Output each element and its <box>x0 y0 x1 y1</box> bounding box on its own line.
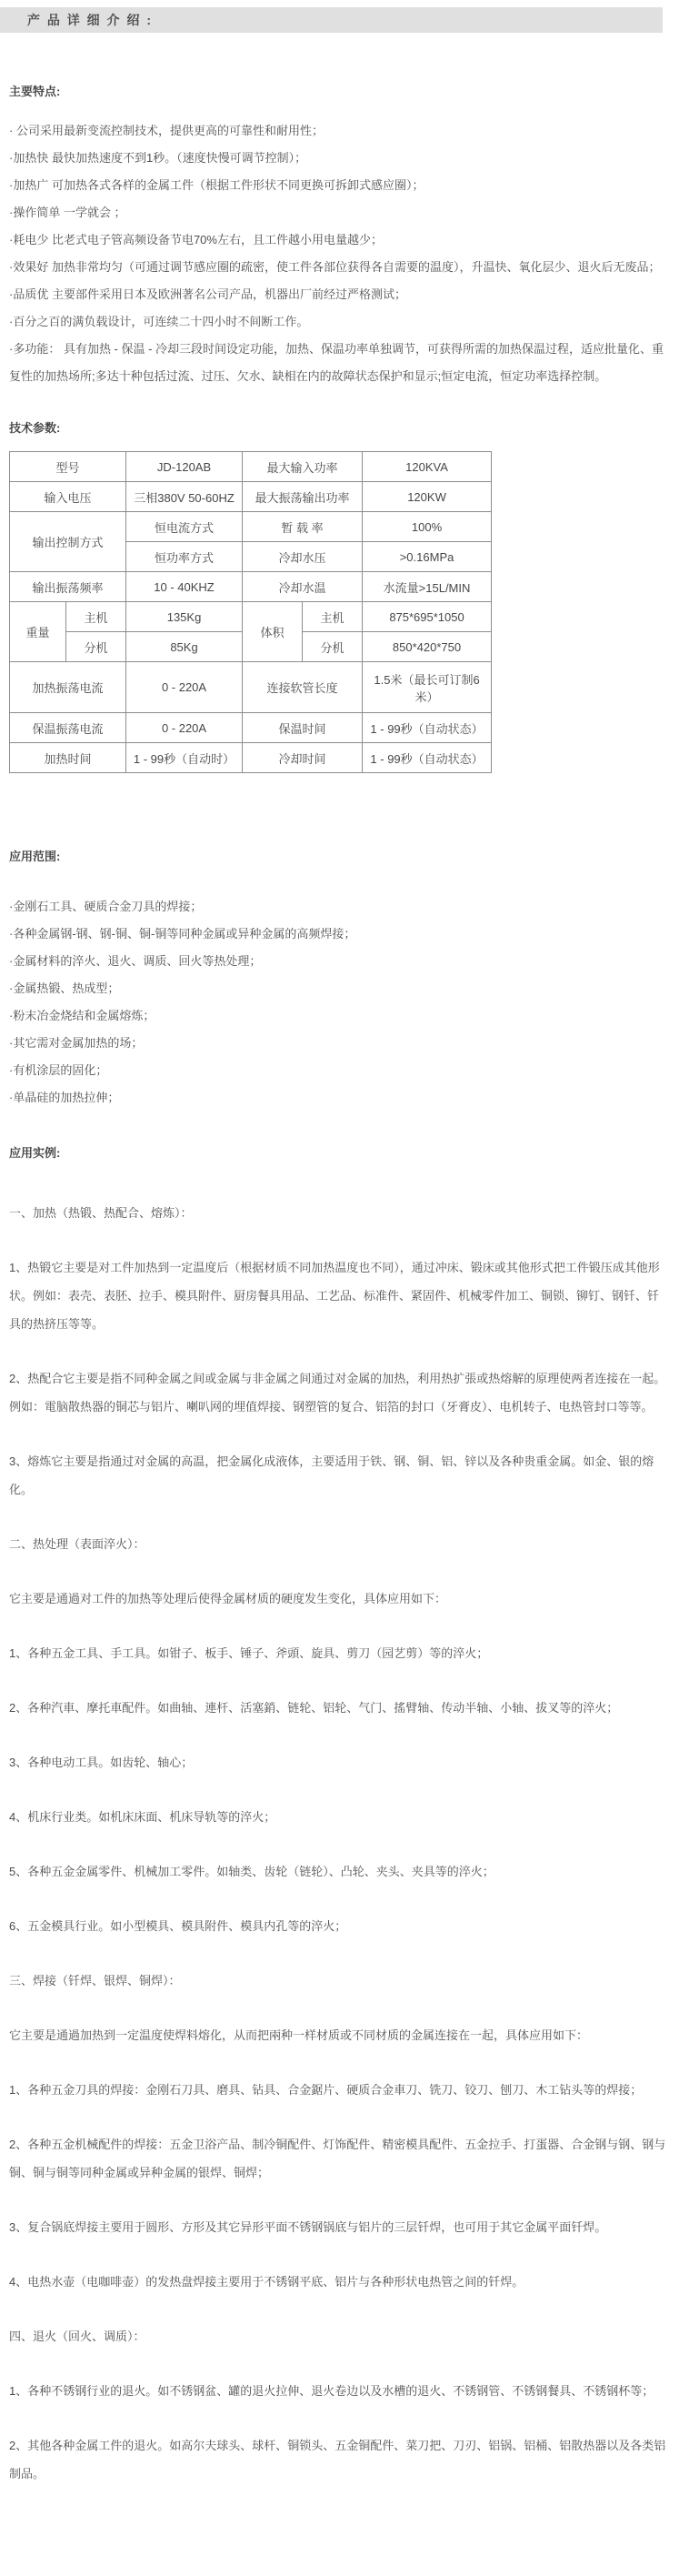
spec-sublabel: 分机 <box>303 632 363 662</box>
scope-item: ·金属材料的淬火、退火、调质、回火等热处理； <box>9 954 262 968</box>
example-paragraph: 2、其他各种金属工件的退火。如高尔夫球头、球杆、铜锁头、五金铜配件、菜刀把、刀刃、铝锅、铝桶、铝散热器以及各类铝制品。 <box>9 2439 666 2480</box>
spec-value: 水流量>15L/MIN <box>363 572 492 602</box>
spec-label: 体积 <box>243 602 303 662</box>
scope-item: ·其它需对金属加热的场； <box>9 1036 144 1050</box>
scope-item: ·粉末冶金烧结和金属熔炼； <box>9 1009 155 1022</box>
spec-value: 120KVA <box>363 452 492 482</box>
example-paragraph: 1、各种不锈钢行业的退火。如不锈钢盆、罐的退火拉伸、退火卷边以及水槽的退火、不锈钢管、不锈钢餐具、不锈钢杯等； <box>9 2384 654 2398</box>
examples-block <box>9 1199 670 2488</box>
spec-label: 冷却水温 <box>243 572 363 602</box>
specs-row <box>10 482 492 512</box>
spec-value: 120KW <box>363 482 492 512</box>
example-paragraph: 1、各种五金工具、手工具。如钳子、板手、锤子、斧頭、旋具、剪刀（园艺剪）等的淬火； <box>9 1646 489 1660</box>
feature-item: ·多功能： 具有加热 - 保温 - 冷却三段时间设定功能，加热、保温功率单独调节，可获得所需的加热保温过程，适应批量化、重复性的加热场所;多达十种包括过流、过压、欠水、缺相在内的故障状态保护和显示;恒定电流，恒定功率选择控制。 <box>9 342 664 383</box>
feature-item: ·加热广 可加热各式各样的金属工件（根据工件形状不同更换可拆卸式感应圈）； <box>9 178 424 192</box>
scope-item: ·金属热锻、热成型； <box>9 981 120 995</box>
example-paragraph: 2、热配合它主要是指不同种金属之间或金属与非金属之间通过对金属的加热，利用热扩張或热熔解的原理使两者连接在一起。例如：電脑散热器的铜芯与铝片、喇叭网的埋值焊接、钢塑管的复合、铝箔的封口（牙膏皮）、电机转子、电热管封口等等。 <box>9 1372 666 1414</box>
spec-value: 0 - 220A <box>126 662 243 713</box>
spec-label: 连接软管长度 <box>243 662 363 713</box>
spec-label: 加热时间 <box>10 743 126 773</box>
specs-table <box>9 451 492 773</box>
spec-label: 输出振荡频率 <box>10 572 126 602</box>
examples-heading: 应用实例: <box>9 1146 61 1160</box>
example-paragraph: 3、熔炼它主要是指通过对金属的高温，把金属化成液体，主要适用于铁、钢、铜、铝、锌以及各种贵重金属。如金、银的熔化。 <box>9 1454 654 1496</box>
specs-heading: 技术参数: <box>9 421 61 435</box>
spec-sublabel: 分机 <box>66 632 126 662</box>
specs-row <box>10 452 492 482</box>
feature-item: ·品质优 主要部件采用日本及欧洲著名公司产品，机器出厂前经过严格测试； <box>9 287 406 301</box>
specs-row <box>10 743 492 773</box>
scope-item: ·有机涂层的固化； <box>9 1063 108 1077</box>
spec-value: 135Kg <box>126 602 243 632</box>
spec-value: JD-120AB <box>126 452 243 482</box>
spec-label: 保温振荡电流 <box>10 713 126 743</box>
spec-label: 冷却水压 <box>243 542 363 572</box>
spec-label: 输入电压 <box>10 482 126 512</box>
feature-item: ·加热快 最快加热速度不到1秒。（速度快慢可调节控制）； <box>9 151 307 165</box>
spec-label: 加热振荡电流 <box>10 662 126 713</box>
spec-value: 1 - 99秒（自动时） <box>126 743 243 773</box>
specs-row <box>10 602 492 632</box>
example-paragraph: 一、加热（热锻、热配合、熔炼）： <box>9 1206 193 1220</box>
feature-item: ·效果好 加热非常均匀（可通过调节感应圈的疏密，使工件各部位获得各自需要的温度），升温快、氧化层少、退火后无废品； <box>9 260 661 274</box>
example-paragraph: 四、退火（回火、调质）： <box>9 2329 145 2343</box>
spec-label: 型号 <box>10 452 126 482</box>
spec-value: >0.16MPa <box>363 542 492 572</box>
spec-label: 最大振荡输出功率 <box>243 482 363 512</box>
spec-value: 三相380V 50-60HZ <box>126 482 243 512</box>
specs-row <box>10 662 492 713</box>
example-paragraph: 2、各种汽車、摩托車配件。如曲轴、連杆、活塞銷、链轮、铝轮、气门、搖臂轴、传动半轴、小轴、拔叉等的淬火； <box>9 1701 619 1715</box>
example-paragraph: 2、各种五金机械配件的焊接：五金卫浴产品、制冷铜配件、灯饰配件、精密模具配件、五金拉手、打蛋器、合金钢与钢、钢与铜、铜与铜等同种金属或异种金属的银焊、铜焊； <box>9 2138 666 2179</box>
spec-value: 恒电流方式 <box>126 512 243 542</box>
spec-label: 输出控制方式 <box>10 512 126 572</box>
feature-item: ·操作简单 一学就会 ； <box>9 206 126 219</box>
spec-label: 最大输入功率 <box>243 452 363 482</box>
example-paragraph: 它主要是通過对工件的加热等处理后使得金属材质的硬度发生变化，具体应用如下： <box>9 1592 447 1605</box>
spec-value: 850*420*750 <box>363 632 492 662</box>
spec-value: 1.5米（最长可订制6米） <box>363 662 492 713</box>
example-paragraph: 4、电热水壶（电咖啡壶）的发热盘焊接主要用于不锈钢平底、铝片与各种形状电热管之间的钎焊。 <box>9 2275 524 2289</box>
features-list <box>9 117 670 390</box>
spec-value: 1 - 99秒（自动状态） <box>363 713 492 743</box>
example-paragraph: 3、复合锅底焊接主要用于圆形、方形及其它异形平面不锈钢锅底与铝片的三层钎焊，也可用于其它金属平面钎焊。 <box>9 2220 607 2234</box>
page-content <box>0 83 679 2532</box>
spec-value: 85Kg <box>126 632 243 662</box>
feature-item: ·耗电少 比老式电子管高频设备节电70%左右，且工件越小用电量越少； <box>9 233 383 247</box>
example-paragraph: 5、各种五金金属零件、机械加工零件。如轴类、齿轮（链轮）、凸轮、夹头、夹具等的淬火； <box>9 1865 494 1878</box>
spec-label: 暂 载 率 <box>243 512 363 542</box>
specs-row <box>10 572 492 602</box>
spec-value: 100% <box>363 512 492 542</box>
scope-item: ·单晶硅的加热拉伸； <box>9 1091 120 1104</box>
example-paragraph: 1、热锻它主要是对工件加热到一定温度后（根据材质不同加热温度也不同），通过冲床、锻床或其他形式把工件锻压成其他形状。例如：表壳、表胚、拉手、模具附件、厨房餐具用品、工艺品、标准件、紧固件、机械零件加工、铜锁、铆钉、钢钎、钎具的热挤压等等。 <box>9 1261 660 1331</box>
example-paragraph: 1、各种五金刀具的焊接：金刚石刀具、磨具、钻具、合金鋸片、硬质合金車刀、铣刀、铰刀、刨刀、木工钻头等的焊接； <box>9 2083 643 2097</box>
feature-item: ·百分之百的满负载设计，可连续二十四小时不间断工作。 <box>9 315 309 328</box>
title-bar: 产 品 详 细 介 绍 : <box>0 7 663 33</box>
spec-sublabel: 主机 <box>303 602 363 632</box>
features-heading: 主要特点: <box>9 85 61 98</box>
scope-item: ·各种金属钢-钢、钢-铜、铜-铜等同种金属或异种金属的高频焊接； <box>9 927 356 941</box>
spec-label: 冷却时间 <box>243 743 363 773</box>
spec-value: 恒功率方式 <box>126 542 243 572</box>
scope-list <box>9 893 670 1112</box>
spec-value: 10 - 40KHZ <box>126 572 243 602</box>
spec-value: 0 - 220A <box>126 713 243 743</box>
example-paragraph: 6、五金模具行业。如小型模具、模具附件、模具内孔等的淬火； <box>9 1919 347 1933</box>
example-paragraph: 三、焊接（钎焊、银焊、铜焊）： <box>9 1974 181 1987</box>
specs-row <box>10 713 492 743</box>
scope-item: ·金刚石工具、硬质合金刀具的焊接； <box>9 900 203 913</box>
spec-sublabel: 主机 <box>66 602 126 632</box>
example-paragraph: 它主要是通過加热到一定温度使焊料熔化，从而把兩种一样材质或不同材质的金属连接在一起，具体应用如下： <box>9 2028 589 2042</box>
spec-value: 1 - 99秒（自动状态） <box>363 743 492 773</box>
feature-item: · 公司采用最新变流控制技术，提供更高的可靠性和耐用性； <box>9 124 324 137</box>
product-detail-page <box>0 7 679 2576</box>
example-paragraph: 3、各种电动工具。如齿轮、轴心； <box>9 1756 194 1769</box>
spec-label: 保温时间 <box>243 713 363 743</box>
example-paragraph: 4、机床行业类。如机床床面、机床导轨等的淬火； <box>9 1810 276 1824</box>
spec-value: 875*695*1050 <box>363 602 492 632</box>
spec-label: 重量 <box>10 602 66 662</box>
example-paragraph: 二、热处理（表面淬火）： <box>9 1537 145 1551</box>
scope-heading: 应用范围: <box>9 850 61 863</box>
specs-row <box>10 512 492 542</box>
